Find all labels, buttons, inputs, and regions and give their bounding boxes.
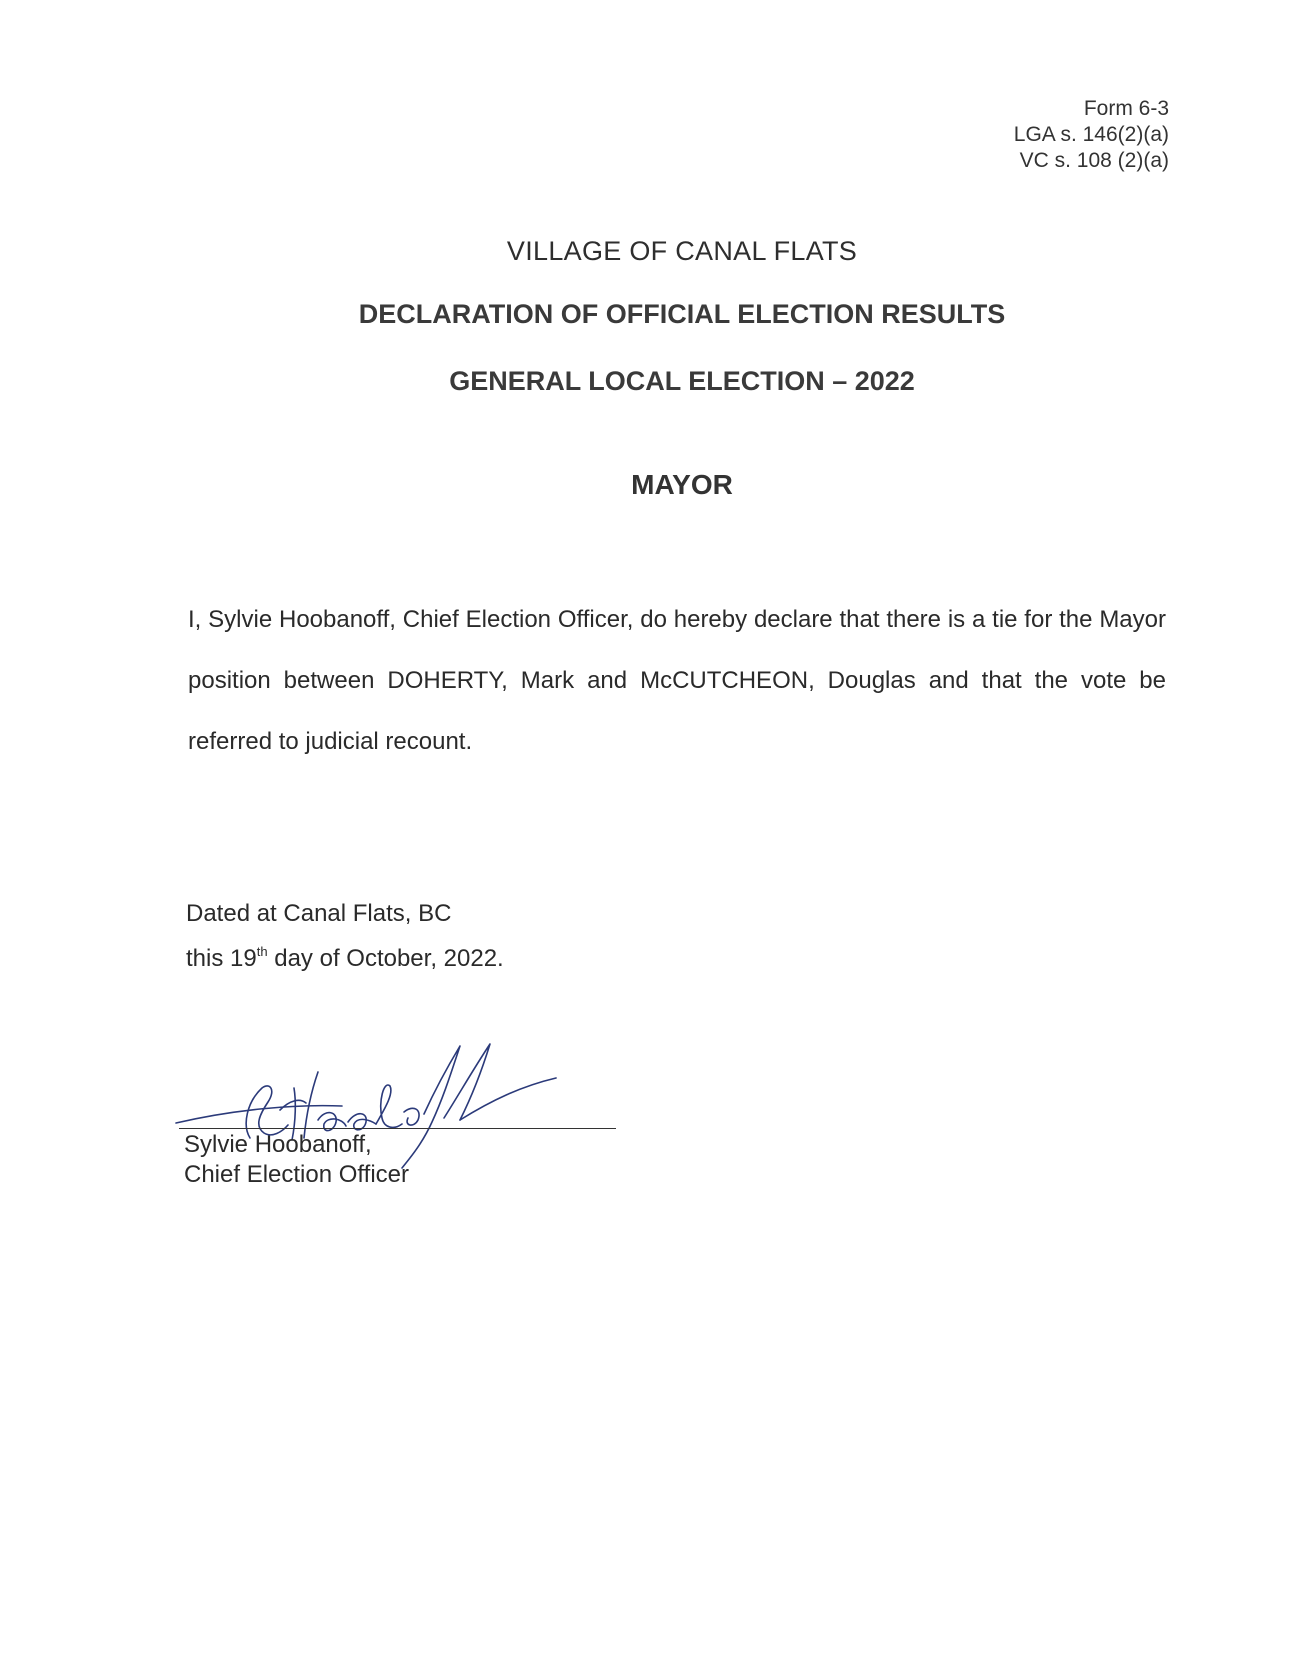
dated-block [186,891,504,981]
election-heading: GENERAL LOCAL ELECTION – 2022 [449,366,915,396]
signature-line [179,1128,616,1129]
dated-day-prefix: this 19 [186,945,257,972]
dated-day-rest: day of October, 2022. [267,945,504,972]
position-heading: MAYOR [631,469,733,500]
declaration-heading: DECLARATION OF OFFICIAL ELECTION RESULTS [358,299,1006,329]
signer-block [184,1130,409,1190]
dated-place: Dated at Canal Flats, BC [186,900,452,927]
form-number: Form 6-3 [1083,97,1169,120]
form-reference [1014,96,1169,174]
signer-title: Chief Election Officer [184,1161,409,1188]
signer-name: Sylvie Hoobanoff, [184,1131,372,1158]
dated-day [186,936,504,981]
vc-reference: VC s. 108 (2)(a) [1019,149,1169,172]
village-heading: VILLAGE OF CANAL FLATS [506,236,858,266]
dated-day-suffix: th [256,944,268,959]
declaration-text: I, Sylvie Hoobanoff, Chief Election Officer, do hereby declare that there is a tie for the Mayor position between DOHERTY, Mark and McCUTCHEON, Douglas and that the vote be referred to judicial recount. [188,606,1166,755]
lga-reference: LGA s. 146(2)(a) [1013,123,1169,146]
